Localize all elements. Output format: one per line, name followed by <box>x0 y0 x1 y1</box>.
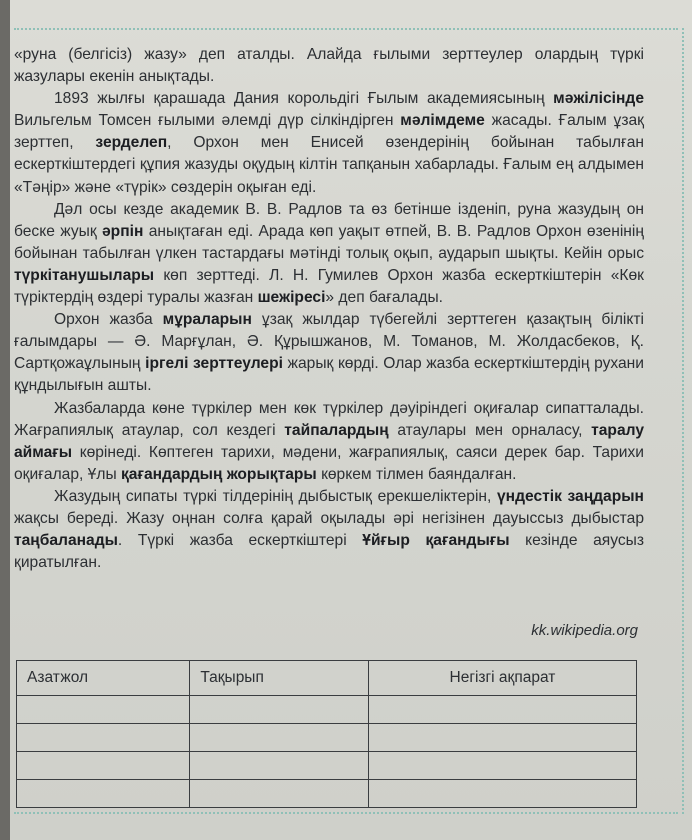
text-run: Жазудың сипаты түркі тілдерінің дыбыстық ерекшеліктерін, <box>54 487 497 505</box>
table-cell[interactable] <box>190 752 369 780</box>
table-row <box>17 752 637 780</box>
summary-table <box>16 660 637 808</box>
text-run: Жазбаларда көне түркілер мен көк түркілер дәуіріндегі оқиғалар сипатталады. Жағрапиялық атаулар, сол кездегі <box>14 399 644 439</box>
source-citation: kk.wikipedia.org <box>531 622 638 639</box>
table-cell[interactable] <box>190 696 369 724</box>
text-run: жақсы береді. Жазу оңнан солға қарай оқылады әрі негізінен дауыссыз дыбыстар <box>14 509 644 527</box>
text-run: анықтаған еді. Арада көп уақыт өтпей, В. В. Радлов Орхон өзенінің бойынан табылған үлкен тастардағы мәтінді толық оқып, аударып шықты. Кейін орыс <box>14 222 644 262</box>
table-cell[interactable] <box>368 780 636 808</box>
text-run: » деп бағалады. <box>325 289 443 307</box>
table-cell[interactable] <box>17 696 190 724</box>
paragraph-3 <box>14 199 644 309</box>
column-header-paragraph: Азатжол <box>17 661 190 696</box>
bold-term: Ұйғыр қағандығы <box>362 532 510 550</box>
table-cell[interactable] <box>190 724 369 752</box>
bold-term: түркітанушылары <box>14 266 155 284</box>
bold-term: таралу аймағы <box>14 421 644 461</box>
text-run: көрінеді. Көптеген тарихи, мәдени, жағрапиялық, саяси дерек бар. Тарихи оқиғалар, Ұлы <box>14 443 644 483</box>
article-text <box>14 44 644 574</box>
text-run: көркем тілмен баяндалған. <box>316 465 517 483</box>
table-cell[interactable] <box>17 780 190 808</box>
column-header-main-info: Негізгі ақпарат <box>368 661 636 696</box>
dotted-border-top <box>14 28 678 30</box>
text-run: 1893 жылғы қарашада Дания корольдігі Ғылым академиясының <box>54 90 554 108</box>
bold-term: таңбаланады <box>14 532 118 550</box>
text-run: Дәл осы кезде академик В. В. Радлов та өз бетінше ізденіп, руна жазудың он беске жуық <box>14 200 644 240</box>
bold-term: әрпін <box>102 222 144 240</box>
table-row <box>17 696 637 724</box>
bold-term: қағандардың жорықтары <box>121 465 317 483</box>
table-header-row <box>17 661 637 696</box>
bold-term: мұраларын <box>162 311 252 329</box>
dotted-border-bottom <box>14 812 678 814</box>
table-cell[interactable] <box>17 752 190 780</box>
table-cell[interactable] <box>368 696 636 724</box>
dotted-border-right <box>682 28 684 814</box>
table-cell[interactable] <box>368 724 636 752</box>
text-run: Вильгельм Томсен ғылыми әлемді дүр сілкіндірген <box>14 112 401 130</box>
table-cell[interactable] <box>190 780 369 808</box>
paragraph-1 <box>14 44 644 88</box>
text-run: «руна (белгісіз) жазу» деп аталды. Алайда ғылыми зерттеулер олардың түркі жазулары екенін анықтады. <box>14 46 644 86</box>
text-run: кезінде аяусыз қиратылған. <box>14 532 644 572</box>
bold-term: тайпалардың <box>284 421 389 439</box>
bold-term: шежіресі <box>257 289 326 307</box>
text-run: ұзақ жылдар түбегейлі зерттеген қазақтың білікті ғалымдары — Ә. Марғұлан, Ә. Құрышжанов, М. Томанов, М. Жолдасбеков, Қ. Сартқожаұлының <box>14 311 644 373</box>
paragraph-5 <box>14 398 644 486</box>
text-run: атаулары мен орналасу, <box>388 421 592 439</box>
paragraph-4 <box>14 309 644 397</box>
table-row <box>17 724 637 752</box>
text-run: , Орхон мен Енисей өзендерінің бойынан табылған ескерткіштердегі құпия жазуды оқудың кілтін тапқанын хабарлады. Ғалым ең алдымен «Тәңір» және «түрік» сөздерін оқыған еді. <box>14 134 644 196</box>
table-cell[interactable] <box>368 752 636 780</box>
paragraph-2 <box>14 88 644 198</box>
paragraph-6 <box>14 486 644 574</box>
text-run: жарық көрді. Олар жазба ескерткіштердің рухани құндылығын ашты. <box>14 355 644 395</box>
page-edge-shadow <box>0 0 10 840</box>
text-run: Орхон жазба <box>54 311 163 329</box>
table-cell[interactable] <box>17 724 190 752</box>
text-run: жасады. Ғалым ұзақ зерттеп, <box>14 112 644 152</box>
text-run: көп зерттеді. Л. Н. Гумилев Орхон жазба ескерткіштерін «Көк түріктердің өздері туралы жазған <box>14 266 644 307</box>
bold-term: зерделеп <box>95 134 168 152</box>
table-row <box>17 780 637 808</box>
bold-term: үндестік заңдарын <box>496 487 644 505</box>
bold-term: мәлімдеме <box>400 112 485 130</box>
bold-term: іргелі зерттеулері <box>145 355 283 373</box>
column-header-topic: Тақырып <box>190 661 369 696</box>
bold-term: мәжілісінде <box>553 90 644 108</box>
text-run: . Түркі жазба ескерткіштері <box>117 532 363 550</box>
